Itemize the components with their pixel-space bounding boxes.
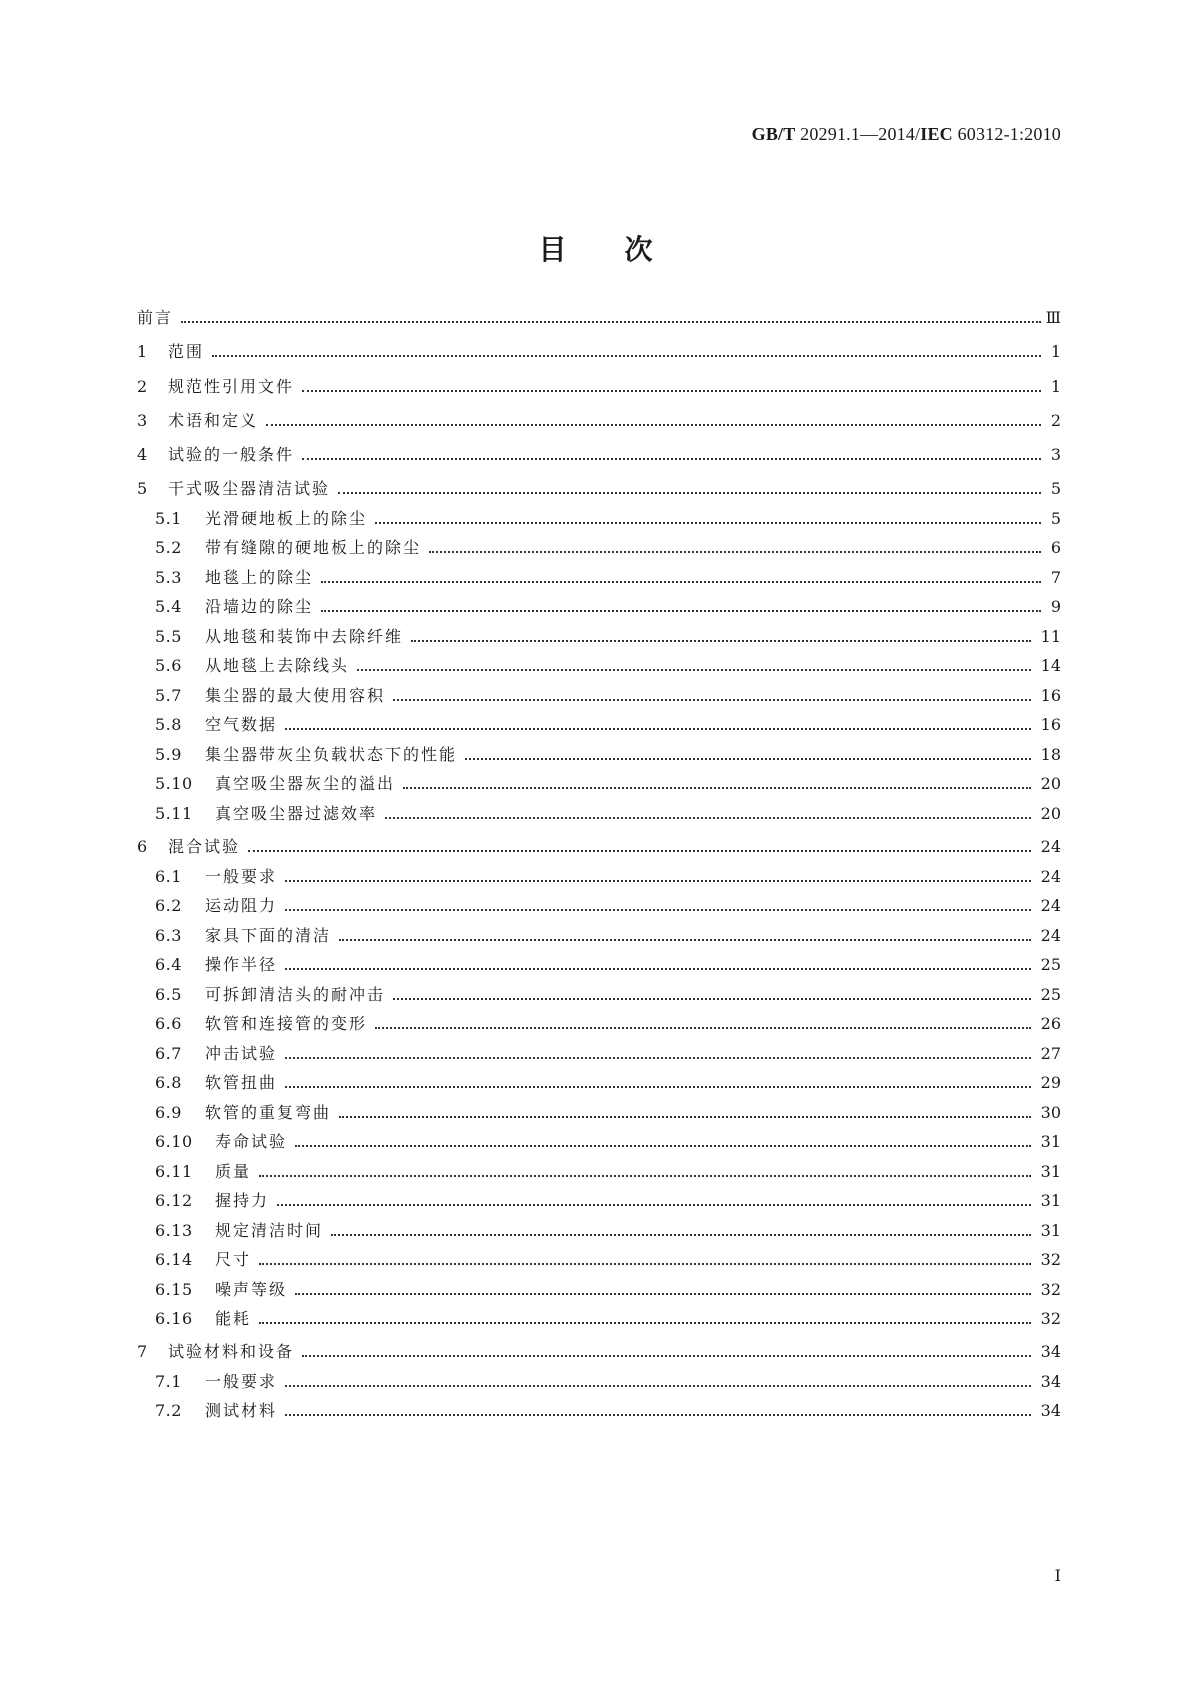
toc-dot-leader	[295, 1293, 1031, 1295]
toc-dot-leader	[285, 968, 1031, 970]
toc-dot-leader	[403, 787, 1031, 789]
standard-code-prefix: GB/T	[751, 124, 796, 144]
toc-entry-label: 范围	[168, 342, 205, 361]
toc-entry-number: 6.5	[155, 985, 182, 1004]
toc-entry-page: 7	[1050, 568, 1061, 587]
toc-entry-label: 规范性引用文件	[168, 377, 295, 396]
toc-entry-label: 集尘器的最大使用容积	[205, 686, 386, 705]
toc-entry-number: 6.9	[155, 1103, 182, 1122]
toc-entry-label: 能耗	[215, 1309, 252, 1328]
toc-entry-number: 5.9	[155, 745, 182, 764]
toc-dot-leader	[375, 522, 1041, 524]
toc-entry-number: 6.11	[155, 1162, 193, 1181]
toc-entry-number: 6	[137, 837, 148, 856]
toc-dot-leader	[302, 1355, 1031, 1357]
toc-entry-page: 31	[1040, 1191, 1061, 1210]
toc-entry-label: 前言	[137, 308, 174, 327]
toc-dot-leader	[321, 581, 1041, 583]
toc-dot-leader	[285, 728, 1031, 730]
toc-entry-label: 试验的一般条件	[168, 445, 295, 464]
toc-entry-number: 6.16	[155, 1309, 193, 1328]
toc-entry-page: 32	[1040, 1250, 1061, 1269]
toc-entry[interactable]	[0, 836, 1191, 858]
toc-dot-leader	[375, 1027, 1031, 1029]
toc-entry-label: 噪声等级	[215, 1280, 288, 1299]
toc-entry-number: 6.4	[155, 955, 182, 974]
toc-entry[interactable]	[0, 1013, 1191, 1035]
toc-entry[interactable]	[0, 567, 1191, 589]
toc-entry-number: 5.6	[155, 656, 182, 675]
toc-entry-label: 尺寸	[215, 1250, 252, 1269]
toc-dot-leader	[321, 610, 1041, 612]
toc-entry-page: Ⅲ	[1045, 308, 1061, 327]
toc-entry-page: 20	[1040, 804, 1061, 823]
toc-dot-leader	[285, 909, 1031, 911]
toc-entry[interactable]	[0, 1400, 1191, 1422]
page-title: 目次	[538, 233, 711, 266]
toc-entry-number: 6.10	[155, 1132, 193, 1151]
toc-dot-leader	[429, 551, 1041, 553]
toc-dot-leader	[393, 699, 1031, 701]
toc-entry-page: 29	[1040, 1073, 1061, 1092]
toc-entry-page: 14	[1040, 656, 1061, 675]
toc-entry-page: 31	[1040, 1162, 1061, 1181]
toc-entry-number: 6.1	[155, 867, 182, 886]
toc-entry-page: 24	[1040, 867, 1061, 886]
toc-entry[interactable]	[0, 537, 1191, 559]
toc-entry-number: 5.8	[155, 715, 182, 734]
toc-entry-page: 1	[1050, 342, 1061, 361]
toc-dot-leader	[259, 1175, 1031, 1177]
toc-dot-leader	[285, 1057, 1031, 1059]
toc-entry[interactable]	[0, 1102, 1191, 1124]
toc-entry-label: 测试材料	[205, 1401, 278, 1420]
toc-entry-number: 5.5	[155, 627, 182, 646]
toc-entry-number: 5.2	[155, 538, 182, 557]
toc-entry-label: 从地毯上去除线头	[205, 656, 350, 675]
toc-entry[interactable]	[0, 714, 1191, 736]
toc-entry[interactable]	[0, 376, 1191, 398]
toc-entry[interactable]	[0, 655, 1191, 677]
toc-entry-number: 7.1	[155, 1372, 182, 1391]
toc-dot-leader	[285, 1414, 1031, 1416]
toc-entry[interactable]	[0, 1220, 1191, 1242]
toc-entry-number: 3	[137, 411, 148, 430]
toc-dot-leader	[331, 1234, 1031, 1236]
toc-entry-page: 18	[1040, 745, 1061, 764]
toc-entry-page: 34	[1040, 1401, 1061, 1420]
toc-entry-page: 16	[1040, 715, 1061, 734]
toc-entry-page: 32	[1040, 1309, 1061, 1328]
toc-dot-leader	[302, 390, 1041, 392]
toc-entry-page: 24	[1040, 837, 1061, 856]
toc-entry[interactable]	[0, 1249, 1191, 1271]
toc-dot-leader	[248, 850, 1031, 852]
toc-entry-label: 真空吸尘器过滤效率	[215, 804, 378, 823]
toc-entry[interactable]	[0, 307, 1191, 329]
toc-entry-number: 6.2	[155, 896, 182, 915]
toc-entry-label: 操作半径	[205, 955, 278, 974]
toc-entry-number: 5.10	[155, 774, 193, 793]
toc-entry-label: 集尘器带灰尘负载状态下的性能	[205, 745, 458, 764]
toc-entry[interactable]	[0, 478, 1191, 500]
toc-entry-label: 光滑硬地板上的除尘	[205, 509, 368, 528]
toc-entry-label: 质量	[215, 1162, 252, 1181]
toc-entry-page: 16	[1040, 686, 1061, 705]
standard-code-number: 20291.1—2014/	[795, 124, 921, 144]
toc-entry-number: 5.11	[155, 804, 193, 823]
toc-entry-label: 一般要求	[205, 867, 278, 886]
toc-dot-leader	[465, 758, 1031, 760]
toc-entry-number: 6.7	[155, 1044, 182, 1063]
toc-entry-label: 空气数据	[205, 715, 278, 734]
toc-entry[interactable]	[0, 1043, 1191, 1065]
toc-entry-label: 寿命试验	[215, 1132, 288, 1151]
toc-entry[interactable]	[0, 1161, 1191, 1183]
toc-entry-page: 3	[1050, 445, 1061, 464]
toc-dot-leader	[285, 1086, 1031, 1088]
page-number: I	[1054, 1566, 1061, 1585]
toc-entry-label: 混合试验	[168, 837, 241, 856]
toc-entry-label: 干式吸尘器清洁试验	[168, 479, 331, 498]
toc-entry[interactable]	[0, 773, 1191, 795]
toc-entry-label: 术语和定义	[168, 411, 259, 430]
toc-entry-number: 5	[137, 479, 148, 498]
toc-entry-label: 带有缝隙的硬地板上的除尘	[205, 538, 422, 557]
toc-entry[interactable]	[0, 444, 1191, 466]
standard-code-iec-number: 60312-1:2010	[952, 124, 1061, 144]
toc-entry-number: 5.1	[155, 509, 182, 528]
toc-entry-label: 运动阻力	[205, 896, 278, 915]
toc-entry[interactable]	[0, 1131, 1191, 1153]
toc-dot-leader	[277, 1204, 1031, 1206]
toc-entry[interactable]	[0, 925, 1191, 947]
toc-entry-label: 从地毯和装饰中去除纤维	[205, 627, 404, 646]
toc-entry-page: 20	[1040, 774, 1061, 793]
toc-dot-leader	[295, 1145, 1031, 1147]
toc-dot-leader	[338, 492, 1041, 494]
toc-entry[interactable]	[0, 685, 1191, 707]
toc-entry-label: 可拆卸清洁头的耐冲击	[205, 985, 386, 1004]
toc-entry[interactable]	[0, 1279, 1191, 1301]
toc-entry[interactable]	[0, 954, 1191, 976]
toc-entry[interactable]	[0, 410, 1191, 432]
toc-entry-page: 1	[1050, 377, 1061, 396]
toc-entry-number: 6.6	[155, 1014, 182, 1033]
toc-dot-leader	[212, 355, 1041, 357]
toc-entry-page: 32	[1040, 1280, 1061, 1299]
toc-entry[interactable]	[0, 508, 1191, 530]
toc-entry[interactable]	[0, 866, 1191, 888]
toc-entry[interactable]	[0, 341, 1191, 363]
toc-entry-number: 6.8	[155, 1073, 182, 1092]
toc-entry-number: 4	[137, 445, 148, 464]
toc-entry-label: 握持力	[215, 1191, 270, 1210]
toc-entry[interactable]	[0, 626, 1191, 648]
toc-entry-number: 5.7	[155, 686, 182, 705]
toc-entry-number: 5.3	[155, 568, 182, 587]
toc-entry-page: 9	[1050, 597, 1061, 616]
toc-dot-leader	[259, 1263, 1031, 1265]
toc-entry-page: 2	[1050, 411, 1061, 430]
toc-dot-leader	[181, 321, 1041, 323]
toc-entry-label: 真空吸尘器灰尘的溢出	[215, 774, 396, 793]
toc-entry[interactable]	[0, 1308, 1191, 1330]
toc-dot-leader	[393, 998, 1031, 1000]
toc-entry-number: 6.12	[155, 1191, 193, 1210]
toc-entry-number: 5.4	[155, 597, 182, 616]
toc-entry-page: 27	[1040, 1044, 1061, 1063]
toc-entry-page: 31	[1040, 1132, 1061, 1151]
toc-dot-leader	[339, 939, 1031, 941]
toc-dot-leader	[259, 1322, 1031, 1324]
toc-dot-leader	[385, 817, 1031, 819]
toc-entry-label: 规定清洁时间	[215, 1221, 324, 1240]
toc-entry-number: 6.14	[155, 1250, 193, 1269]
toc-entry-number: 2	[137, 377, 148, 396]
toc-entry-label: 软管扭曲	[205, 1073, 278, 1092]
toc-entry-page: 34	[1040, 1342, 1061, 1361]
toc-dot-leader	[339, 1116, 1031, 1118]
toc-entry-page: 31	[1040, 1221, 1061, 1240]
toc-entry-page: 6	[1050, 538, 1061, 557]
toc-entry[interactable]	[0, 1341, 1191, 1363]
toc-entry-label: 沿墙边的除尘	[205, 597, 314, 616]
toc-entry-number: 7.2	[155, 1401, 182, 1420]
toc-entry-page: 5	[1050, 509, 1061, 528]
toc-entry[interactable]	[0, 1371, 1191, 1393]
toc-entry[interactable]	[0, 596, 1191, 618]
toc-entry-page: 34	[1040, 1372, 1061, 1391]
toc-entry[interactable]	[0, 895, 1191, 917]
toc-entry[interactable]	[0, 1190, 1191, 1212]
toc-entry-label: 一般要求	[205, 1372, 278, 1391]
standard-code-iec: IEC	[920, 124, 953, 144]
standard-code	[752, 124, 1061, 145]
toc-entry-page: 25	[1040, 955, 1061, 974]
toc-entry-number: 6.13	[155, 1221, 193, 1240]
toc-entry-page: 24	[1040, 896, 1061, 915]
toc-dot-leader	[285, 880, 1031, 882]
toc-dot-leader	[357, 669, 1031, 671]
toc-entry-page: 26	[1040, 1014, 1061, 1033]
toc-entry[interactable]	[0, 984, 1191, 1006]
toc-entry-label: 试验材料和设备	[168, 1342, 295, 1361]
toc-entry-page: 25	[1040, 985, 1061, 1004]
toc-entry-number: 7	[137, 1342, 148, 1361]
toc-dot-leader	[411, 640, 1031, 642]
toc-entry-number: 1	[137, 342, 148, 361]
toc-entry-label: 地毯上的除尘	[205, 568, 314, 587]
toc-entry[interactable]	[0, 803, 1191, 825]
toc-dot-leader	[266, 424, 1041, 426]
toc-entry-page: 30	[1040, 1103, 1061, 1122]
toc-entry-label: 软管和连接管的变形	[205, 1014, 368, 1033]
toc-dot-leader	[285, 1385, 1031, 1387]
toc-entry-number: 6.15	[155, 1280, 193, 1299]
toc-entry-number: 6.3	[155, 926, 182, 945]
toc-entry-label: 冲击试验	[205, 1044, 278, 1063]
toc-entry-label: 软管的重复弯曲	[205, 1103, 332, 1122]
toc-dot-leader	[302, 458, 1041, 460]
toc-entry-page: 5	[1050, 479, 1061, 498]
toc-entry-page: 24	[1040, 926, 1061, 945]
toc-entry[interactable]	[0, 1072, 1191, 1094]
toc-entry-page: 11	[1040, 627, 1061, 646]
toc-entry[interactable]	[0, 744, 1191, 766]
toc-entry-label: 家具下面的清洁	[205, 926, 332, 945]
